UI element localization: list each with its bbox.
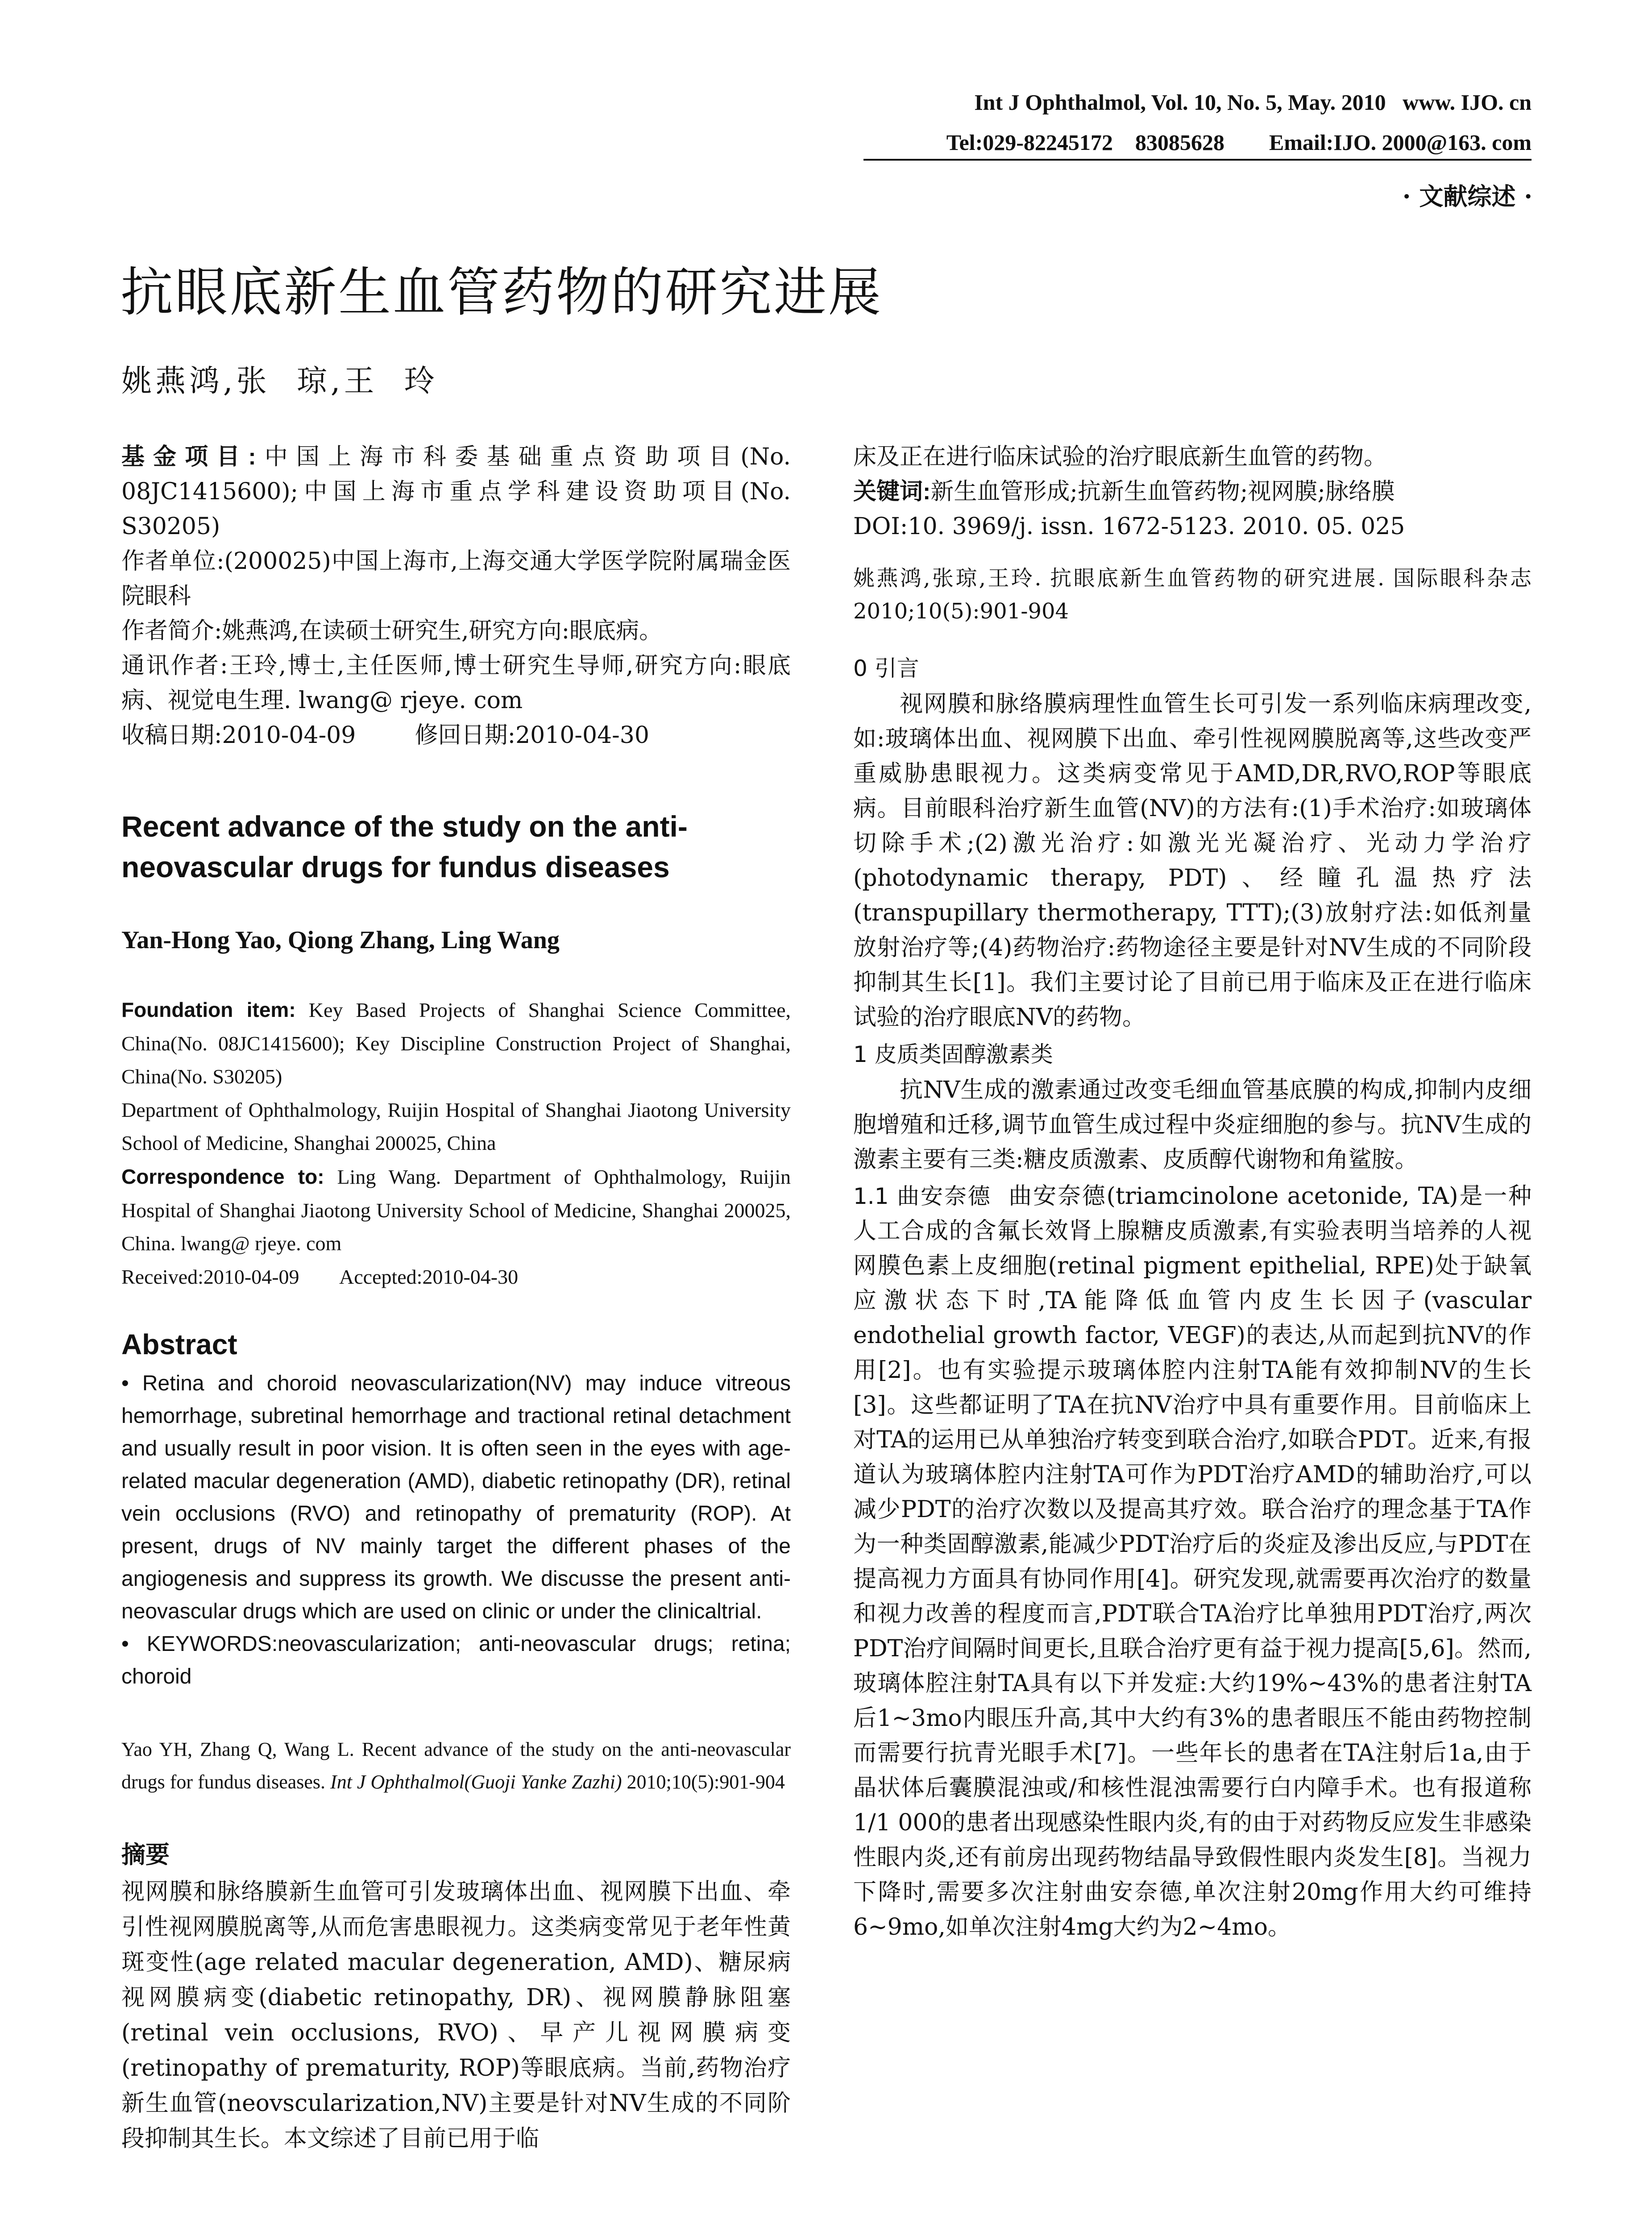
department: Department of Ophthalmology, Ruijin Hospital of Shanghai Jiaotong University School of Medicine, Shanghai 200025, China (121, 1098, 791, 1155)
received-dates: 收稿日期:2010-04-09 修回日期:2010-04-30 (121, 722, 649, 749)
citation-en-authors: Yao YH, Zhang Q, Wang L. Recent advance of the study on the anti-neovascular drugs for fundus diseases. (121, 1738, 791, 1793)
title-cn: 抗眼底新生血管药物的研究进展 (120, 261, 883, 323)
zhaiyao-continued: 床及正在进行临床试验的治疗眼底新生血管的药物。 (853, 444, 1387, 470)
author-intro: 作者简介:姚燕鸿,在读硕士研究生,研究方向:眼底病。 (121, 618, 663, 644)
abstract-body (121, 1368, 791, 1693)
abstract-heading: Abstract (121, 1328, 237, 1361)
section-1-text: 抗NV生成的激素通过改变毛细血管基底膜的构成,抑制内皮细胞增殖和迁移,调节血管生成过程中炎症细胞的参与。抗NV生成的激素主要有三类:糖皮质激素、皮质醇代谢物和角鲨胺。 (853, 1076, 1532, 1173)
citation-en-journal: Int J Ophthalmol(Guoji Yanke Zazhi) (330, 1771, 622, 1793)
section-0-heading: 0 引言 (853, 655, 919, 681)
section-1-heading: 1 皮质类固醇激素类 (853, 1041, 1053, 1067)
zhaiyao-heading: 摘要 (121, 1841, 170, 1869)
corresponding-author: 通讯作者:王玲,博士,主任医师,博士研究生导师,研究方向:眼底病、视觉电生理. lwang@ rjeye. com (121, 652, 791, 714)
cn-info-block (121, 440, 791, 753)
header-rule (863, 159, 1532, 161)
section-1-1-text: 曲安奈德(triamcinolone acetonide, TA)是一种人工合成的含氟长效肾上腺糖皮质激素,有实验表明当培养的人视网膜色素上皮细胞(retinal pigment epithelial, RPE)处于缺氧应激状态下时,TA能降低血管内皮生长因子(vascular endothelial growth factor, VEGF)的表达,从而起到抗NV的作用[2]。也有实验提示玻璃体腔内注射TA能有效抑制NV的生长[3]。这些都证明了TA在抗NV治疗中具有重要作用。目前临床上对TA的运用已从单独治疗转变到联合治疗,如联合PDT。近来,有报道认为玻璃体腔内注射TA可作为PDT治疗AMD的辅助治疗,可以减少PDT的治疗次数以及提高其疗效。联合治疗的理念基于TA作为一种类固醇激素,能减少PDT治疗后的炎症及渗出反应,与PDT在提高视力方面具有协同作用[4]。研究发现,就需要再次治疗的数量和视力改善的程度而言,PDT联合TA治疗比单独用PDT治疗,两次PDT治疗间隔时间更长,且联合治疗更有益于视力提高[5,6]。然而,玻璃体腔注射TA具有以下并发症:大约19%~43%的患者注射TA后1~3mo内眼压升高,其中大约有3%的患者眼压不能由药物控制而需要行抗青光眼手术[7]。一些年长的患者在TA注射后1a,由于晶状体后囊膜混浊或/和核性混浊需要行白内障手术。也有报道称1/1 000的患者出现感染性眼内炎,有的由于对药物反应发生非感染性眼内炎,还有前房出现药物结晶导致假性眼内炎发生[8]。当视力下降时,需要多次注射曲安奈德,单次注射20mg作用大约可维持6~9mo,如单次注射4mg大约为2~4mo。 (853, 1182, 1532, 1941)
title-en: Recent advance of the study on the anti-neovascular drugs for fundus diseases (121, 810, 688, 884)
fund-label: 基金项目: (121, 444, 256, 470)
keywords-cn-text: 新生血管形成;抗新生血管药物;视网膜;脉络膜 (930, 478, 1395, 505)
section-1-1 (853, 1179, 1532, 1945)
fund-text: 中国上海市科委基础重点资助项目(No. 08JC1415600);中国上海市重点学科建设资助项目(No. S30205) (121, 444, 791, 540)
abstract-text: • Retina and choroid neovascularization(NV) may induce vitreous hemorrhage, subretinal hemorrhage and tractional retinal detachment and usually result in poor vision. It is often seen in the eyes with age-related macular degeneration (AMD), diabetic retinopathy (DR), retinal vein occlusions (RVO) and retinopathy of prematurity (ROP). At present, drugs of NV mainly target the different phases of the angiogenesis and suppress its growth. We discusse the present anti-neovascular drugs which are used on clinic or under the clinicaltrial. (121, 1372, 791, 1624)
foundation-label: Foundation item: (121, 998, 296, 1022)
keywords-cn-label: 关键词: (853, 479, 931, 505)
authors-cn: 姚燕鸿,张 琼,王 玲 (121, 364, 438, 399)
received-accepted: Received:2010-04-09 Accepted:2010-04-30 (121, 1265, 519, 1288)
keywords-en: • KEYWORDS:neovascularization; anti-neovascular drugs; retina; choroid (121, 1632, 791, 1688)
doi: DOI:10. 3969/j. issn. 1672-5123. 2010. 05. 025 (853, 513, 1405, 540)
right-column (853, 440, 1532, 1945)
zhaiyao-text: 视网膜和脉络膜新生血管可引发玻璃体出血、视网膜下出血、牵引性视网膜脱离等,从而危害患眼视力。这类病变常见于老年性黄斑变性(age related macular degeneration, AMD)、糖尿病视网膜病变(diabetic retinopathy, DR)、视网膜静脉阻塞(retinal vein occlusions, RVO)、早产儿视网膜病变(retinopathy of prematurity, ROP)等眼底病。当前,药物治疗新生血管(neovscularization,NV)主要是针对NV生成的不同阶段抑制其生长。本文综述了目前已用于临 (121, 1878, 791, 2152)
journal-header-line1: Int J Ophthalmol, Vol. 10, No. 5, May. 2010 www. IJO. cn (974, 90, 1532, 115)
citation-cn: 姚燕鸿,张琼,王玲. 抗眼底新生血管药物的研究进展. 国际眼科杂志 2010;10(5):901-904 (853, 566, 1532, 624)
author-unit: 作者单位:(200025)中国上海市,上海交通大学医学院附属瑞金医院眼科 (121, 548, 791, 610)
section-0-text: 视网膜和脉络膜病理性血管生长可引发一系列临床病理改变,如:玻璃体出血、视网膜下出血、牵引性视网膜脱离等,这些改变严重威胁患眼视力。这类病变常见于AMD,DR,RVO,ROP等眼底病。目前眼科治疗新生血管(NV)的方法有:(1)手术治疗:如玻璃体切除手术;(2)激光治疗:如激光光凝治疗、光动力学治疗(photodynamic therapy, PDT)、经瞳孔温热疗法(transpupillary thermotherapy, TTT);(3)放射疗法:如低剂量放射治疗等;(4)药物治疗:药物途径主要是针对NV生成的不同阶段抑制其生长[1]。我们主要讨论了目前已用于临床及正在进行临床试验的治疗眼底NV的药物。 (853, 690, 1532, 1031)
citation-en (121, 1733, 791, 1798)
left-column (121, 440, 791, 2156)
citation-en-volume: 2010;10(5):901-904 (622, 1771, 785, 1793)
right-top-block (853, 440, 1532, 544)
en-info-block (121, 993, 791, 1294)
foundation-text: Key Based Projects of Shanghai Science Committee, China(No. 08JC1415600); Key Discipline Construction Project of Shanghai, China(No. S30205) (121, 999, 791, 1088)
journal-header-line2: Tel:029-82245172 83085628 Email:IJO. 2000@163. com (946, 130, 1532, 155)
correspondence-text: Ling Wang. Department of Ophthalmology, Ruijin Hospital of Shanghai Jiaotong University School of Medicine, Shanghai 200025, China. lwang@ rjeye. com (121, 1165, 791, 1255)
section-1-1-heading: 1.1 曲安奈德 (853, 1183, 992, 1209)
section-tag: · 文献综述 · (1402, 182, 1532, 211)
correspondence-label: Correspondence to: (121, 1165, 324, 1188)
authors-en: Yan-Hong Yao, Qiong Zhang, Ling Wang (121, 926, 560, 954)
